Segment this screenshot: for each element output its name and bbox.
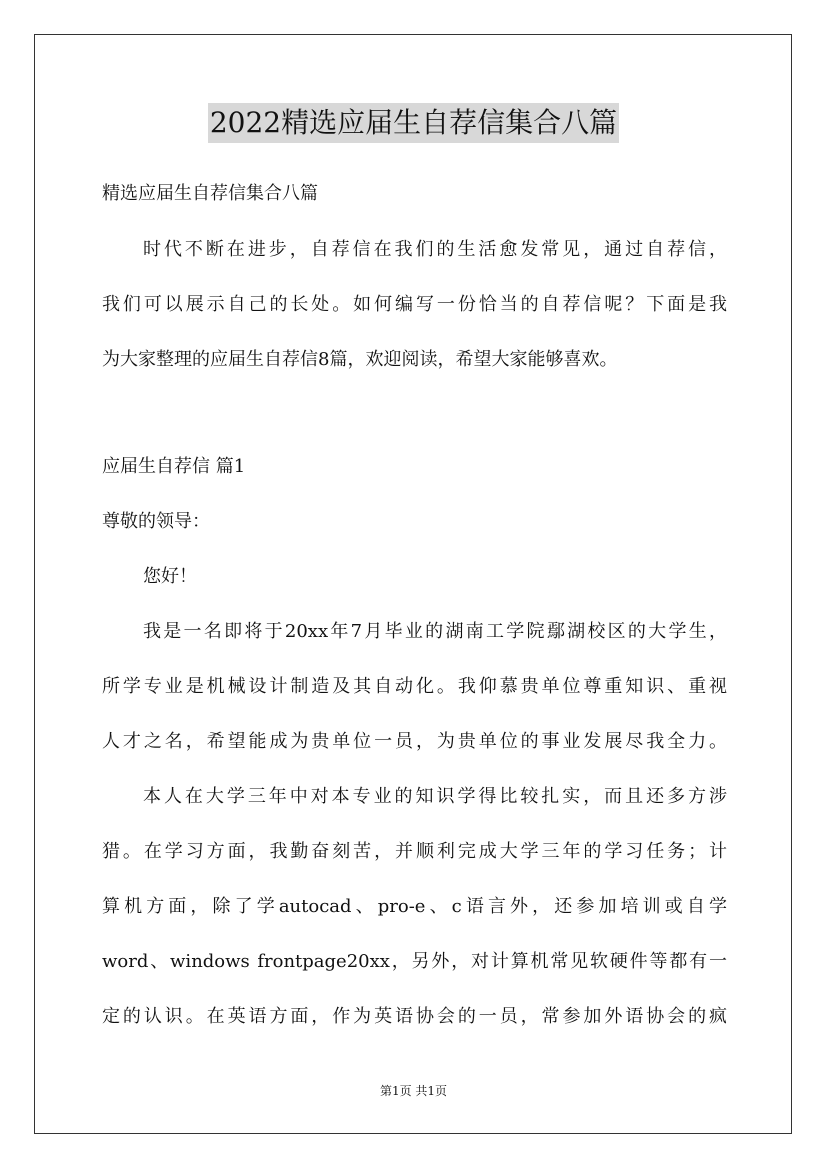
title-container (0, 103, 827, 143)
paragraph-line: 本人在大学三年中对本专业的知识学得比较扎实，而且还多方涉 (143, 786, 727, 807)
paragraph-line: 为大家整理的应届生自荐信8篇，欢迎阅读，希望大家能够喜欢。 (102, 349, 618, 370)
subtitle-line: 精选应届生自荐信集合八篇 (102, 183, 318, 204)
paragraph-line: 人才之名，希望能成为贵单位一员，为贵单位的事业发展尽我全力。 (102, 731, 727, 752)
greeting: 您好！ (143, 566, 197, 587)
section-heading: 应届生自荐信 篇1 (102, 456, 246, 477)
page-number-footer: 第1页 共1页 (379, 1084, 448, 1098)
paragraph-line: 所学专业是机械设计制造及其自动化。我仰慕贵单位尊重知识、重视 (102, 676, 727, 697)
salutation: 尊敬的领导： (102, 511, 210, 532)
paragraph-line: 猎。在学习方面，我勤奋刻苦，并顺利完成大学三年的学习任务；计 (102, 841, 727, 862)
paragraph-line: 我是一名即将于20xx年7月毕业的湖南工学院鄢湖校区的大学生， (143, 621, 727, 642)
document-title: 2022精选应届生自荐信集合八篇 (208, 103, 619, 143)
paragraph-line: word、windows frontpage20xx，另外，对计算机常见软硬件等都有一 (102, 951, 727, 972)
paragraph-line: 时代不断在进步，自荐信在我们的生活愈发常见，通过自荐信， (143, 239, 727, 260)
paragraph-line: 算机方面，除了学autocad、pro-e、c语言外，还参加培训或自学 (102, 896, 727, 917)
paragraph-line: 定的认识。在英语方面，作为英语协会的一员，常参加外语协会的疯 (102, 1006, 727, 1027)
paragraph-line: 我们可以展示自己的长处。如何编写一份恰当的自荐信呢？下面是我 (102, 294, 727, 315)
